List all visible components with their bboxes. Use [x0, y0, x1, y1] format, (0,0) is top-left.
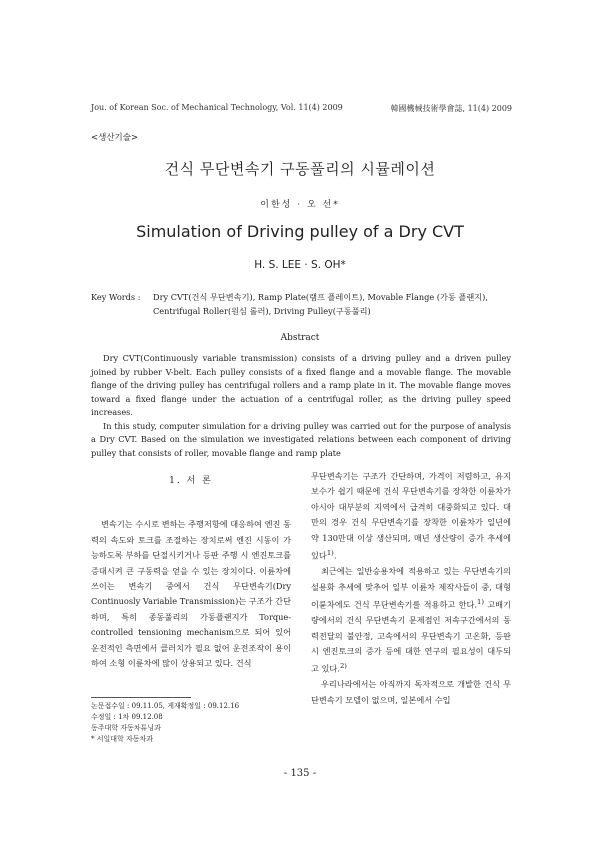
abstract-title: Abstract — [280, 333, 320, 343]
citation-ref: 1) — [326, 549, 334, 558]
intro-paragraph-2-text: 최근에는 일반승용차에 적용하고 있는 무단변속기의 설용화 추세에 맞추어 일부 이륜차 제작사들이 중, 대형 이륜차에도 건식 무단변속기를 적용하고 한다. — [311, 566, 511, 610]
intro-paragraph-2 — [311, 564, 511, 677]
abstract-paragraph-2: In this study, computer simulation for a driving pulley was carried out for the purpose of analysis a Dry CVT. Based on the simulation we investigated relations between each component of driving pulley that consists of roller, movable flange and ramp plate — [91, 420, 511, 458]
korean-authors: 이한성 · 오 선* — [260, 200, 340, 210]
abstract-body — [91, 352, 511, 460]
journal-header-left: Jou. of Korean Soc. of Mechanical Technology, Vol. 11(4) 2009 — [91, 103, 343, 112]
right-column — [311, 469, 511, 708]
journal-header-right: 韓國機械技術學會誌, 11(4) 2009 — [390, 104, 512, 113]
intro-paragraph-3: 우리나라에서는 아직까지 독자적으로 개발한 건식 무단변속기 모델이 없으며, 일본에서 수입 — [311, 679, 511, 705]
intro-paragraph-1-cont-text: 무단변속기는 구조가 간단하며, 가격이 저렴하고, 유지보수가 쉽기 때문에 건식 무단변속기를 장착한 이륜차가 아시아 대부분의 지역에서 급격히 대중화되고 있다. 대만의 경우 건식 무단변속기를 장착한 이륜차가 일년에 약 130만대 이상 생산되며, 매년 생산량이 증가 추세에 있다 — [311, 471, 511, 561]
left-column — [91, 474, 291, 671]
keywords-text: Dry CVT(건식 무단변속기), Ramp Plate(램프 플레이트), Movable Flange (가동 플랜지), Centrifugal Roller(원심 롤러), Driving Pulley(구동풀리) — [153, 292, 488, 316]
footnote-dates: 논문접수일 : 09.11.05, 게재확정일 : 09.12.16 — [91, 702, 240, 710]
intro-paragraph-1-cont — [311, 469, 511, 564]
section-tag: <생산기술> — [91, 133, 139, 143]
footnote-revision: 수정일 : 1차 09.12.08 — [91, 713, 163, 721]
english-authors: H. S. LEE · S. OH* — [254, 259, 346, 271]
footnote-divider — [91, 697, 191, 698]
english-title: Simulation of Driving pulley of a Dry CVT — [136, 222, 464, 241]
citation-ref: 1) — [476, 597, 484, 606]
citation-ref: 2) — [339, 662, 347, 671]
keywords-label: Key Words : — [91, 292, 141, 302]
footnote-block — [91, 701, 301, 745]
abstract-paragraph-1: Dry CVT(Continuously variable transmission) consists of a driving pulley and a driven pulley joined by rubber V-belt. Each pulley consists of a fixed flange and a movable flange. The movable flange of the driving pulley has centrifugal rollers and a ramp plate in it. The movable flange moves toward a fixed flange under the actuation of a centrifugal roller, as the driving pulley speed increases. — [91, 353, 511, 417]
footnote-affiliation-1: 동주대학 자동차튜닝과 — [91, 724, 161, 732]
footnote-affiliation-2: * 서일대학 자동차과 — [91, 735, 154, 743]
section-heading-introduction: 1. 서 론 — [169, 476, 213, 486]
korean-title: 건식 무단변속기 구동풀리의 시뮬레이션 — [164, 160, 436, 178]
intro-paragraph-1: 변속기는 수시로 변하는 주행저항에 대응하여 엔진 동력의 속도와 토크를 조절하는 장치로써 엔진 시동이 가능하도록 부하를 단절시키거나 등판 주행 시 엔진토크를 증대시켜 큰 구동력을 얻을 수 있는 장치이다. 이륜차에 쓰이는 변속기 중에서 건식 무단변속기(Dry Continuosly Variable Transmission)는 구조가 간단하며, 특히 종동풀리의 가동플랜지가 Torque-controlled tensioning mechanism으로 되어 있어 운전적인 측면에서 클러치가 필요 없어 운전조작이 용이하여 소형 이륜차에 많이 상용되고 있다. 건식 — [91, 519, 291, 669]
page-number: - 135 - — [283, 768, 317, 779]
sentence-end: . — [333, 550, 337, 561]
intro-paragraph-2-text-b: 고배기량에서의 건식 무단변속기 문제점인 저속구간에서의 동력전달의 불안정, 고속에서의 무단변속기 고온화, 등판시 엔진토크의 증가 등에 대한 연구의 필요성이 대두되고 있다. — [311, 599, 511, 675]
